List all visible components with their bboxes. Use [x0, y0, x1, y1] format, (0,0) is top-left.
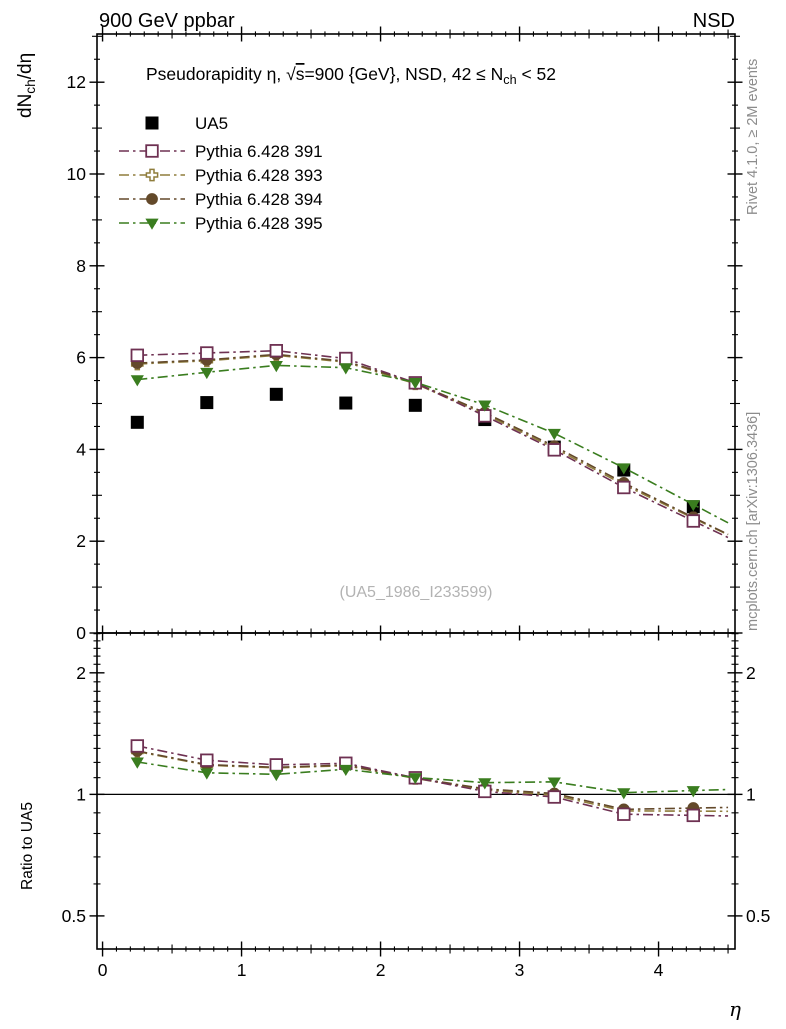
legend-item-ua5 [146, 114, 229, 133]
y-tick-label: 2 [76, 531, 86, 552]
plot-title: Pseudorapidity η, √s=900 {GeV}, NSD, $42 \le N_{ch} < 52$ [146, 64, 557, 88]
axis-tick-labels [62, 72, 771, 980]
legend-label: Pythia 6.428 391 [195, 142, 323, 161]
legend-label: UA5 [195, 114, 229, 133]
legend-item-pythia-6-428-391 [119, 142, 323, 161]
y-tick-label: 12 [66, 72, 86, 93]
legend-label: Pythia 6.428 395 [195, 214, 323, 233]
header-event-class-label: NSD [692, 10, 735, 32]
ratio-tick-label-left: 0.5 [61, 905, 86, 926]
x-tick-label: 1 [236, 960, 247, 980]
ratio-tick-label-right: 2 [746, 662, 756, 683]
x-tick-label: 0 [97, 960, 108, 980]
x-tick-label: 2 [375, 960, 386, 980]
y-tick-label: 4 [76, 439, 86, 460]
ratio-tick-label-right: 1 [746, 784, 756, 805]
x-tick-label: 3 [514, 960, 525, 980]
y-tick-label: 10 [66, 163, 86, 184]
mcplots-reference-note: mcplots.cern.ch [arXiv:1306.3436] [745, 411, 761, 631]
analysis-id-watermark: (UA5_1986_I233599) [339, 584, 493, 601]
panel-frames [97, 34, 735, 949]
series-pythia-6-428-395-ratio [131, 758, 728, 800]
rivet-version-note: Rivet 4.1.0, ≥ 2M events [745, 58, 761, 215]
ratio-axis-label: Ratio to UA5 [19, 802, 36, 890]
ratio-tick-label-right: 0.5 [746, 905, 771, 926]
series-pythia-6-428-391-main [132, 345, 729, 538]
series-pythia-6-428-395-main [131, 361, 728, 523]
legend-label: Pythia 6.428 394 [195, 190, 323, 209]
y-tick-label: 8 [76, 255, 86, 276]
chart-layers [62, 27, 771, 981]
axis-ticks [90, 27, 743, 957]
x-axis-label: η [729, 997, 741, 1021]
series-ua5-main [131, 388, 700, 513]
legend-item-pythia-6-428-395 [119, 214, 323, 233]
y-tick-label: 0 [76, 623, 86, 643]
x-tick-label: 4 [653, 960, 664, 980]
header-beam-label: 900 GeV ppbar [99, 10, 235, 32]
legend-item-pythia-6-428-393 [119, 166, 323, 185]
series-pythia-6-428-393-main [132, 350, 728, 535]
ratio-tick-label-left: 1 [76, 784, 86, 805]
y-axis-label: $dN_{ch}/d\eta$ [15, 52, 39, 118]
y-tick-label: 6 [76, 347, 86, 368]
ratio-tick-label-left: 2 [76, 662, 86, 683]
series-pythia-6-428-394-main [131, 348, 728, 534]
legend-item-pythia-6-428-394 [119, 190, 323, 209]
legend-label: Pythia 6.428 393 [195, 166, 323, 185]
legend [119, 114, 323, 233]
